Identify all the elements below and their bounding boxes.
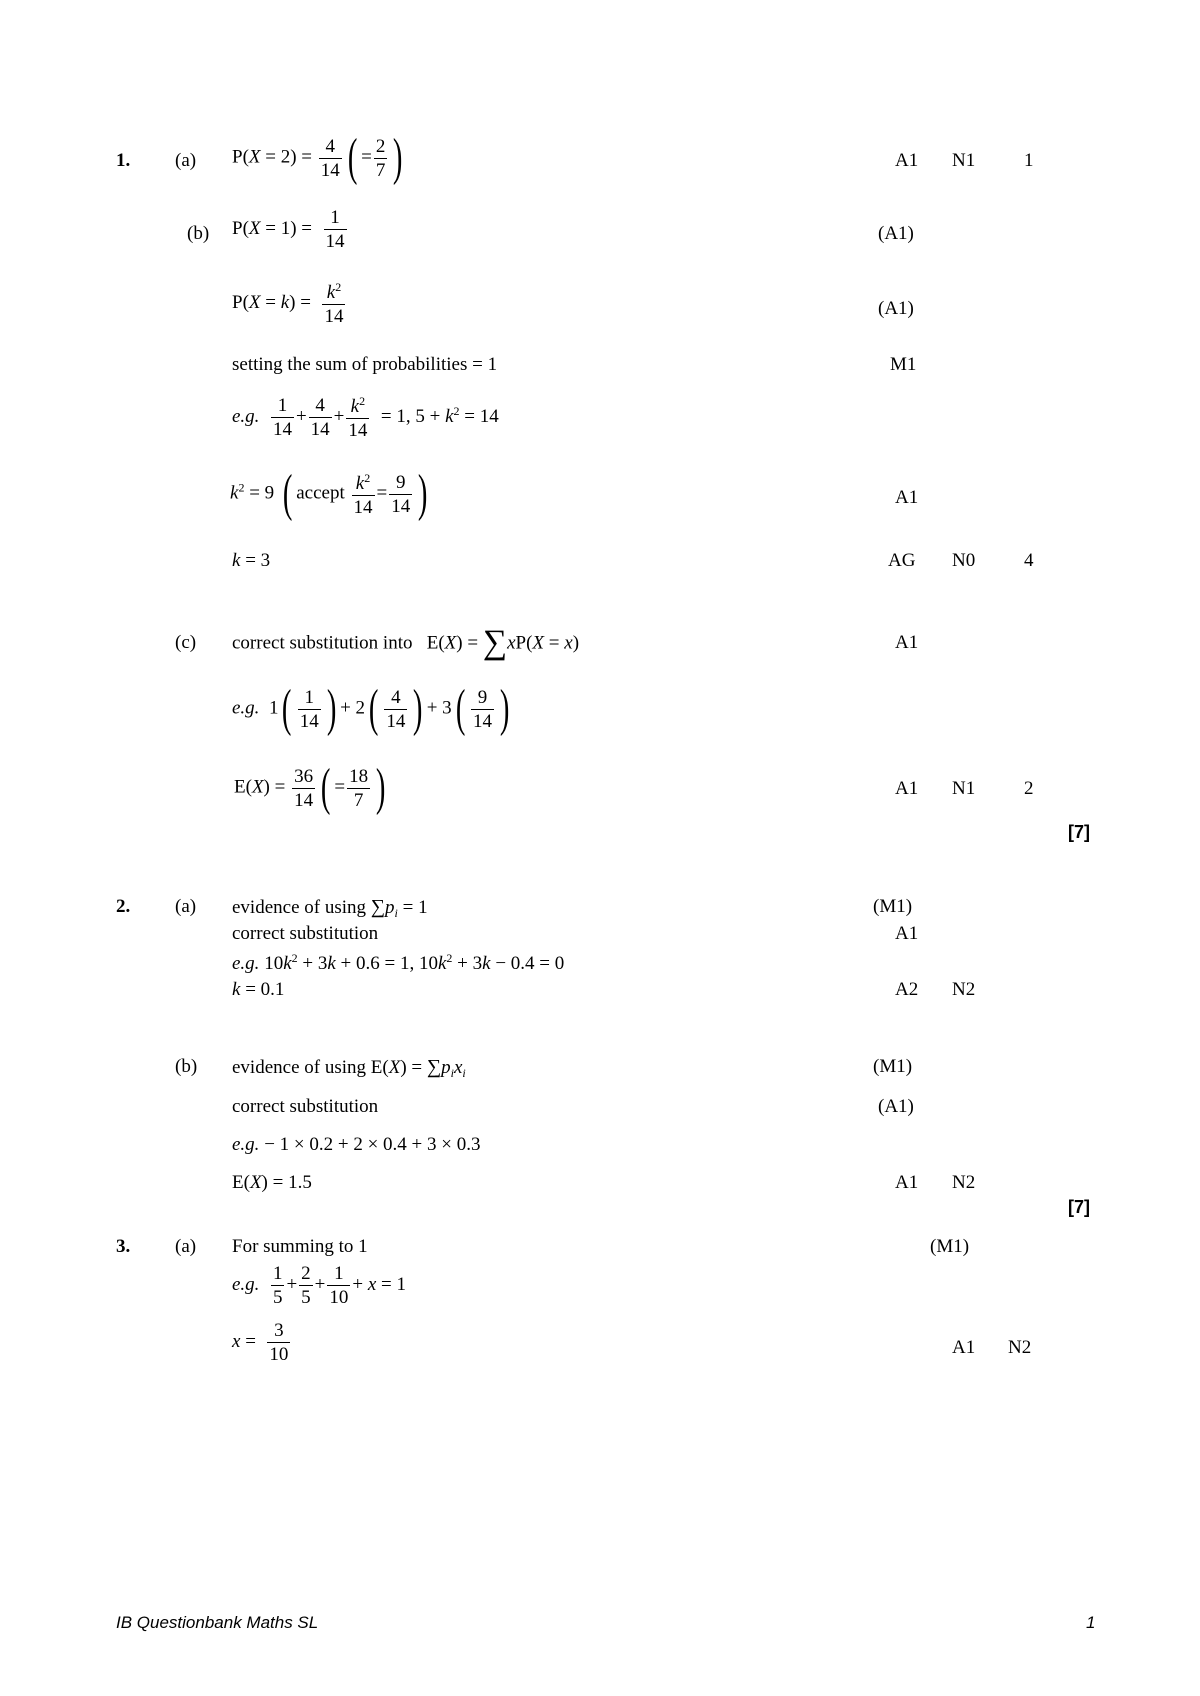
accept-text: accept [296,482,345,504]
page-number: 1 [1086,1613,1096,1632]
mark: N2 [952,979,976,1000]
part-label: (b) [175,1056,198,1077]
answer-expression: $k^2 = 9$ ( accept $\frac{k^2}{14}$ = $\frac{9}{14}$ ) [230,465,428,522]
part-label: (c) [175,632,197,653]
mark: M1 [890,354,917,375]
answer-expression: P(X = k) = $\frac{k^2}{14}$ [232,280,344,327]
answer-expression: E(X) = 1.5 [232,1172,312,1193]
answer-expression: P(X = 1) = $\frac{1}{14}$ [232,207,345,252]
footer-title: IB Questionbank Maths SL [116,1613,319,1632]
working-text: For summing to 1 [232,1236,368,1257]
working-text: correct substitution [232,1096,379,1117]
mark: N2 [952,1172,976,1193]
mark: (A1) [878,298,914,319]
answer-expression: k = 0.1 [232,979,285,1000]
eg-text: = 14 [464,405,499,427]
evidence-text: evidence of using [232,1057,367,1078]
answer-expression: P(X = 2) = $\frac{4}{14}$ ( = $\frac{2}{7}$ ) [232,129,403,186]
mark: (M1) [930,1236,970,1257]
example-expression: e.g. 1( $\frac{1}{14}$ ) + 2( $\frac{4}{14}$ ) + 3( $\frac{9}{14}$ ) [232,680,510,737]
answer-expression: k = 3 [232,550,271,571]
eg-text: − 1 × 0.2 + 2 × 0.4 + 3 × 0.3 [264,1134,481,1155]
mark: N2 [1008,1337,1032,1358]
example-expression [232,1135,480,1154]
mark: (M1) [873,1056,913,1077]
question-number: 1. [116,150,131,171]
question-total: [7] [1068,1197,1090,1217]
example-expression: e.g. $10k^2 + 3k + 0.6 = 1$, $10k^2 + 3k - 0.4 = 0$ [232,951,565,974]
example-expression: e.g. $\frac{1}{5}$ + $\frac{2}{5}$ + $\frac{1}{10}$ + x = 1 [232,1263,406,1308]
mark: N0 [952,550,976,571]
mark: A1 [895,632,919,653]
eg-label: e.g. [232,697,260,719]
mark: A1 [952,1337,976,1358]
eg-label: e.g. [232,405,260,427]
mark-total: 4 [1024,550,1034,571]
mark: N1 [952,778,976,799]
mark: A1 [895,923,919,944]
part-label: (b) [187,223,210,244]
example-expression: e.g. $\frac{1}{14}$ + $\frac{4}{14}$ + $\frac{k^2}{14}$ = 1, $5 + k^2 = 14$ [232,394,499,441]
question-number: 3. [116,1236,131,1257]
answer-expression: E(X) = $\frac{36}{14}$ ( = $\frac{18}{7}$ ) [234,759,386,816]
working-text: evidence of using $\sum p_i = 1$ [232,896,428,920]
part-label: (a) [175,896,197,917]
mark: A1 [895,150,919,171]
eg-label: e.g. [232,1273,260,1295]
mark: A1 [895,778,919,799]
working-text: correct substitution into E(X) = ∑xP(X = x) [232,624,580,661]
mark: (A1) [878,223,914,244]
question-number: 2. [116,896,131,917]
mark: AG [888,550,916,571]
mark-total: 1 [1024,150,1034,171]
working-text: correct substitution [232,923,379,944]
mark-total: 2 [1024,778,1034,799]
eg-text: = 1, 5 + [380,405,441,427]
mark: N1 [952,150,976,171]
eg-label: e.g. [232,1134,260,1155]
mark: (A1) [878,1096,914,1117]
mark: A2 [895,979,919,1000]
subst-text: correct substitution into [232,632,413,654]
working-text: setting the sum of probabilities = 1 [232,354,498,375]
part-label: (a) [175,1236,197,1257]
mark: A1 [895,1172,919,1193]
eg-label: e.g. [232,953,260,974]
evidence-text: evidence of using [232,897,367,918]
mark: A1 [895,487,919,508]
part-label: (a) [175,150,197,171]
question-total: [7] [1068,822,1090,842]
k-value: = 0.1 [245,979,285,1000]
working-text: evidence of using $E(X) = \sum p_ix_i$ [232,1056,466,1080]
mark: (M1) [873,896,913,917]
ex-value: = 1.5 [272,1172,312,1193]
answer-expression: x = $\frac{3}{10}$ [232,1320,289,1365]
